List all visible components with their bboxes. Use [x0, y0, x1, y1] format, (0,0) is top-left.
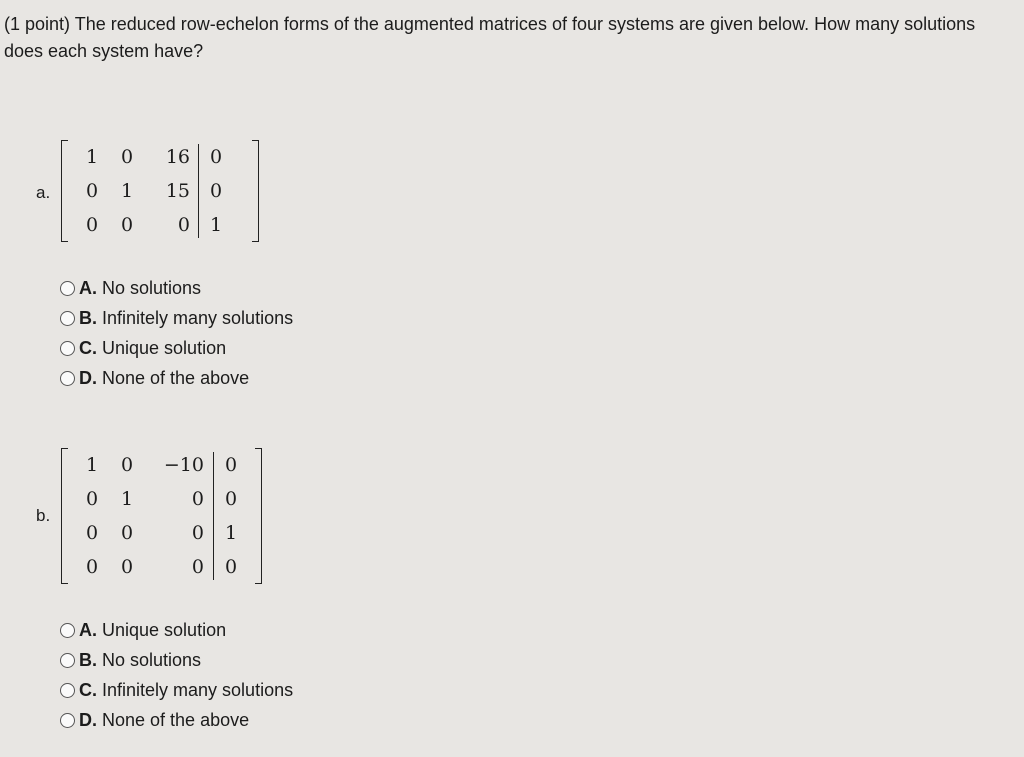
radio-icon[interactable] — [60, 311, 75, 326]
part-a-label: a. — [36, 183, 51, 202]
matrix-cell: 0 — [120, 454, 134, 476]
radio-icon[interactable] — [60, 683, 75, 698]
matrix-cell: 0 — [120, 522, 134, 544]
matrix-cell: 0 — [209, 146, 223, 168]
matrix-cell: −10 — [163, 454, 204, 476]
matrix-cell: 16 — [165, 146, 190, 168]
part-a-option-a[interactable]: A. No solutions — [60, 273, 293, 303]
matrix-cell: 0 — [120, 146, 134, 168]
matrix-cell: 1 — [120, 180, 134, 202]
matrix-cell: 0 — [120, 214, 134, 236]
radio-icon[interactable] — [60, 713, 75, 728]
matrix-cell: 0 — [120, 556, 134, 578]
matrix-cell: 0 — [177, 214, 190, 236]
part-a-option-d[interactable]: D. None of the above — [60, 363, 293, 393]
matrix-cell: 0 — [224, 454, 238, 476]
matrix-cell: 1 — [85, 454, 99, 476]
part-b-option-c[interactable]: C. Infinitely many solutions — [60, 675, 293, 705]
part-b-options — [60, 615, 293, 735]
part-b-option-a[interactable]: A. Unique solution — [60, 615, 293, 645]
matrix-cell: 15 — [165, 180, 190, 202]
part-b-option-d[interactable]: D. None of the above — [60, 705, 293, 735]
matrix-cell: 0 — [85, 180, 99, 202]
part-a-option-c[interactable]: C. Unique solution — [60, 333, 293, 363]
part-a-options — [60, 273, 293, 393]
radio-icon[interactable] — [60, 371, 75, 386]
radio-icon[interactable] — [60, 281, 75, 296]
matrix-cell: 0 — [224, 488, 238, 510]
left-bracket — [61, 448, 68, 584]
augment-line — [198, 144, 199, 238]
radio-icon[interactable] — [60, 653, 75, 668]
matrix-cell: 1 — [85, 146, 99, 168]
matrix-cell: 1 — [120, 488, 134, 510]
augment-line — [213, 452, 214, 580]
part-b-label: b. — [36, 506, 51, 525]
matrix-cell: 0 — [85, 522, 99, 544]
matrix-cell: 0 — [224, 556, 238, 578]
matrix-cell: 0 — [191, 556, 204, 578]
matrix-a — [61, 140, 259, 242]
matrix-b — [61, 448, 262, 584]
matrix-cell: 1 — [224, 522, 238, 544]
right-bracket — [252, 140, 259, 242]
radio-icon[interactable] — [60, 623, 75, 638]
matrix-cell: 0 — [191, 488, 204, 510]
matrix-cell: 0 — [85, 214, 99, 236]
matrix-cell: 0 — [209, 180, 223, 202]
matrix-cell: 1 — [209, 214, 223, 236]
radio-icon[interactable] — [60, 341, 75, 356]
matrix-cell: 0 — [85, 488, 99, 510]
question-text: (1 point) The reduced row-echelon forms of the augmented matrices of four systems are given below. How many solutions does each system have? — [4, 14, 976, 61]
right-bracket — [255, 448, 262, 584]
left-bracket — [61, 140, 68, 242]
matrix-cell: 0 — [191, 522, 204, 544]
matrix-cell: 0 — [85, 556, 99, 578]
part-b-option-b[interactable]: B. No solutions — [60, 645, 293, 675]
part-a-option-b[interactable]: B. Infinitely many solutions — [60, 303, 293, 333]
